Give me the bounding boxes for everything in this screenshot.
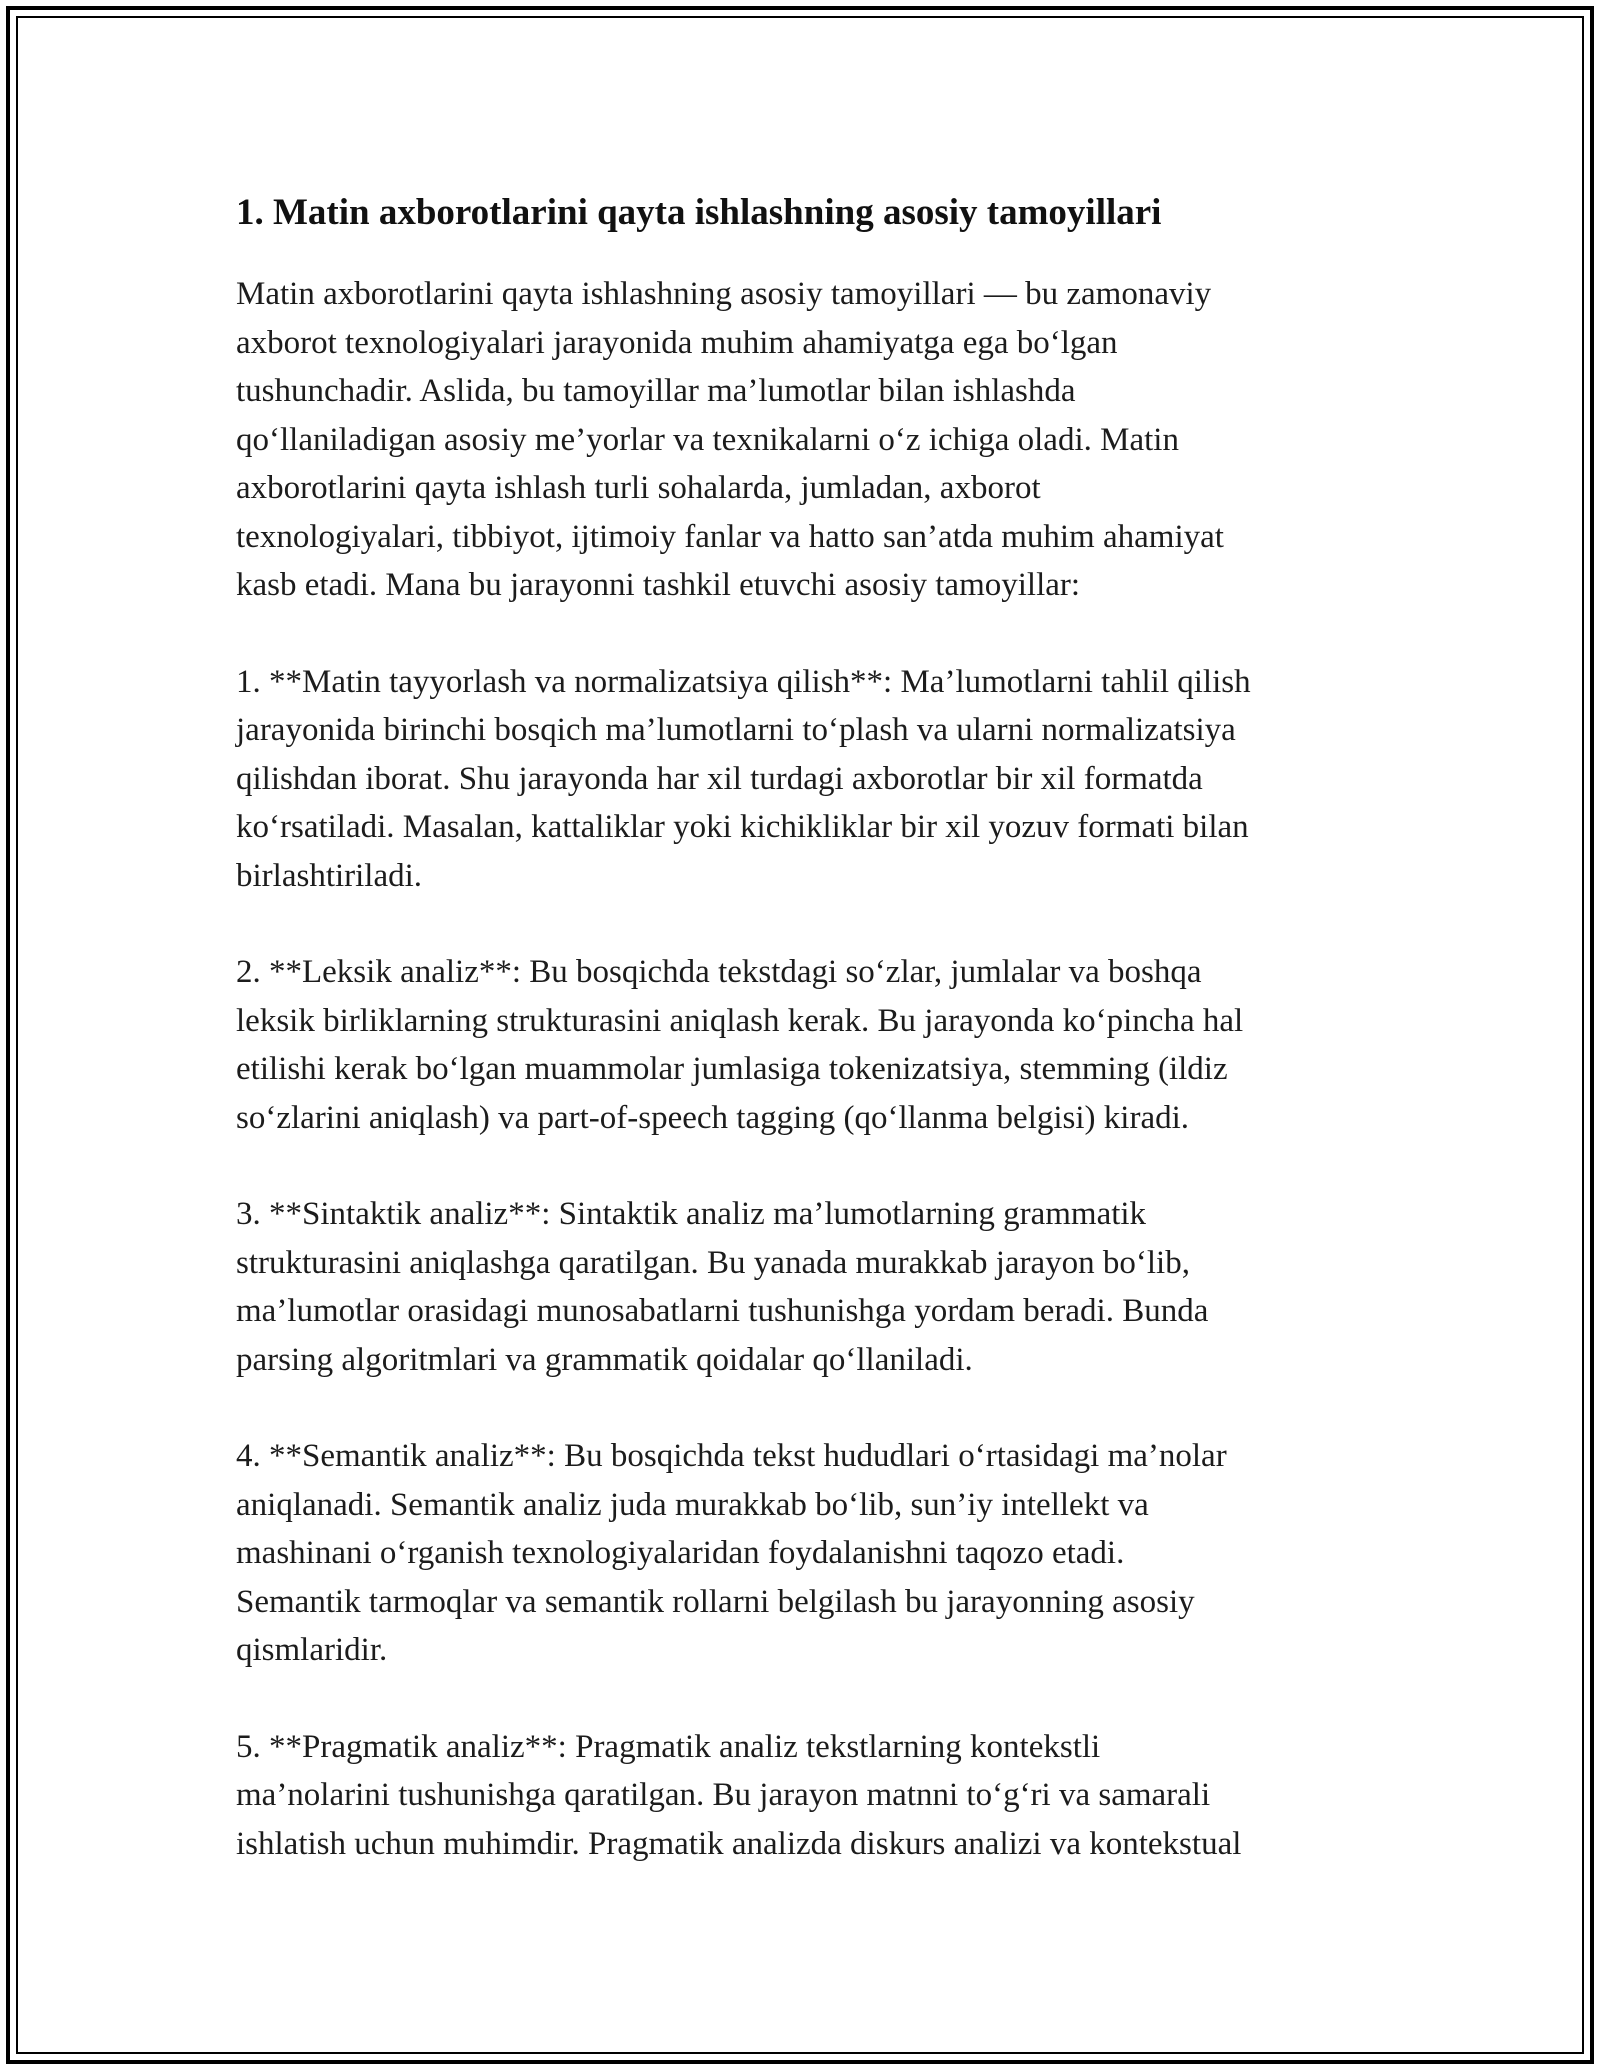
principle-2-paragraph: 2. **Leksik analiz**: Bu bosqichda tekstdagi so‘zlar, jumlalar va boshqa leksik birliklarning strukturasini aniqlash kerak. Bu jarayonda ko‘pincha hal etilishi kerak bo‘lgan muammolar jumlasiga tokenizatsiya, stemming (ildiz so‘zlarini aniqlash) va part-of-speech tagging (qo‘llanma belgisi) kiradi. — [236, 954, 1244, 1136]
principle-4-paragraph: 4. **Semantik analiz**: Bu bosqichda tekst hududlari o‘rtasidagi ma’nolar aniqlanadi. Semantik analiz juda murakkab bo‘lib, sun’iy intellekt va mashinani o‘rganish texnologiyalaridan foydalanishni taqozo etadi. Semantik tarmoqlar va semantik rollarni belgilash bu jarayonning asosiy qismlaridir. — [236, 1438, 1227, 1668]
principle-3-paragraph: 3. **Sintaktik analiz**: Sintaktik analiz ma’lumotlarning grammatik strukturasini aniqlashga qaratilgan. Bu yanada murakkab jarayon bo‘lib, ma’lumotlar orasidagi munosabatlarni tushunishga yordam beradi. Bunda parsing algoritmlari va grammatik qoidalar qo‘llaniladi. — [236, 1196, 1209, 1378]
intro-paragraph: Matin axborotlarini qayta ishlashning asosiy tamoyillari — bu zamonaviy axborot texnologiyalari jarayonida muhim ahamiyatga ega bo‘lgan tushunchadir. Aslida, bu tamoyillar ma’lumotlar bilan ishlashda qo‘llaniladigan asosiy me’yorlar va texnikalarni o‘z ichiga oladi. Matin axborotlarini qayta ishlash turli sohalarda, jumladan, axborot texnologiyalari, tibbiyot, ijtimoiy fanlar va hatto san’atda muhim ahamiyat kasb etadi. Mana bu jarayonni tashkil etuvchi asosiy tamoyillar: — [236, 276, 1224, 603]
section-heading: 1. Matin axborotlarini qayta ishlashning asosiy tamoyillari — [236, 192, 1162, 233]
document-body — [236, 184, 1376, 1916]
principle-1-paragraph: 1. **Matin tayyorlash va normalizatsiya qilish**: Ma’lumotlarni tahlil qilish jarayonida birinchi bosqich ma’lumotlarni to‘plash va ularni normalizatsiya qilishdan iborat. Shu jarayonda har xil turdagi axborotlar bir xil formatda ko‘rsatiladi. Masalan, kattaliklar yoki kichikliklar bir xil yozuv formati bilan birlashtiriladi. — [236, 663, 1251, 894]
principle-5-paragraph: 5. **Pragmatik analiz**: Pragmatik analiz tekstlarning kontekstli ma’nolarini tushunishga qaratilgan. Bu jarayon matnni to‘g‘ri va samarali ishlatish uchun muhimdir. Pragmatik analizda diskurs analizi va kontekstual — [236, 1728, 1242, 1862]
